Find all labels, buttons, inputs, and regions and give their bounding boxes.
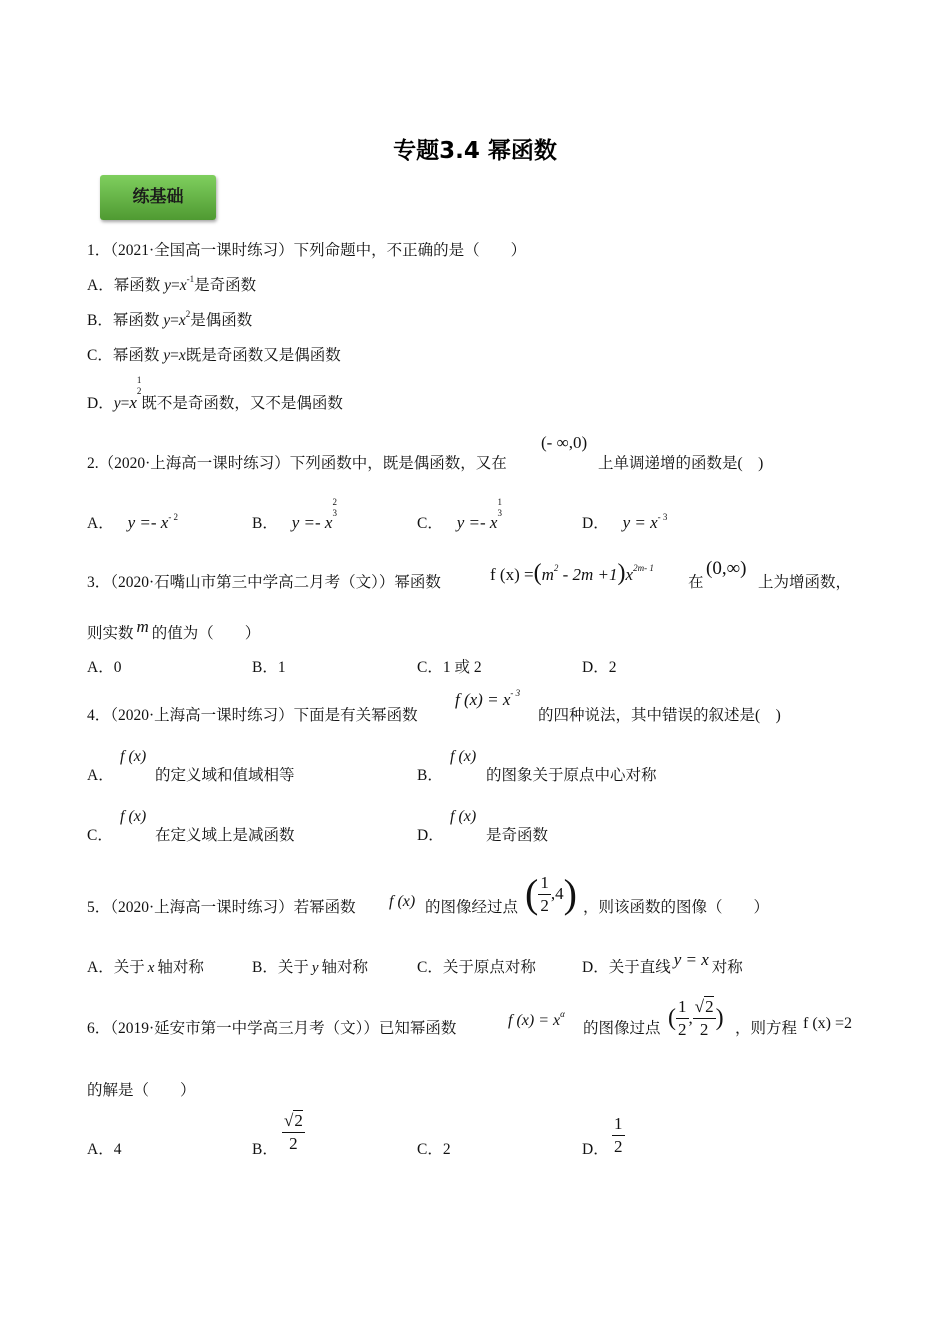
q3-option-b: B．1 [252, 659, 286, 676]
q4-option-b-label: B． [417, 767, 443, 784]
q3-line2: 则实数 m 的值为（ ） [87, 617, 261, 642]
section-badge: 练基础 [100, 175, 216, 220]
q1-stem: 1．（2021·全国高一课时练习）下列命题中，不正确的是（ ） [87, 242, 527, 259]
q5-fx: f (x) [389, 893, 416, 910]
q3-option-a: A．0 [87, 659, 122, 676]
q6-equation: f (x) =2 [803, 1015, 853, 1032]
q4-option-a-label: A． [87, 767, 114, 784]
q6-stem-mid: 的图像过点 [583, 1020, 661, 1037]
q5-option-d: D．关于直线 y = x 对称 [582, 950, 743, 976]
q6-function: f $(x) = x^\alpha$ [508, 1008, 565, 1029]
q4-option-c-text: 在定义域上是减函数 [155, 827, 295, 844]
q3-stem: 3．（2020·石嘴山市第三中学高二月考（文））幂函数 [87, 574, 441, 591]
q6-point: ( $\frac{1}{2}$ , $\frac{√2}{2}$ ) [668, 997, 724, 1039]
q2-stem: 2.（2020·上海高一课时练习）下列函数中，既是偶函数，又在 [87, 455, 507, 472]
q6-stem: 6．（2019·延安市第一中学高三月考（文））已知幂函数 [87, 1020, 457, 1037]
q2-option-b: B． y =- x 2 3 [252, 497, 337, 532]
q4-option-a-text: 的定义域和值域相等 [155, 767, 295, 784]
q5-stem: 5．（2020·上海高一课时练习）若幂函数 [87, 899, 356, 916]
q4-option-b-text: 的图象关于原点中心对称 [486, 767, 657, 784]
q2-stem-tail: 上单调递增的函数是( ) [598, 455, 764, 472]
q4-stem: 4．（2020·上海高一课时练习）下面是有关幂函数 [87, 707, 418, 724]
q4-option-b-fx: f (x) [450, 748, 477, 765]
q4-option-c-label: C． [87, 827, 113, 844]
q4-option-d-text: 是奇函数 [486, 827, 549, 844]
q5-option-c: C．关于原点对称 [417, 959, 536, 976]
q6-option-a: A．4 [87, 1141, 122, 1158]
q3-mid: 在 [688, 574, 704, 591]
q3-function: f $(x) =(m^2 - 2m +1)x^{2m- 1}$ [490, 560, 654, 586]
q4-option-d-label: D． [417, 827, 444, 844]
q6-line2: 的解是（ ） [87, 1082, 196, 1099]
q6-option-b-label: B． [252, 1141, 278, 1158]
q2-option-a: A． $y =- x^{- 2}$ [87, 511, 179, 532]
q1-option-a: A．幂函数 $y=x^{-1}$是奇函数 [87, 273, 257, 294]
q4-function: f $(x) = x^{- 3}$ [455, 688, 521, 709]
q2-option-c: C． y =- x 1 3 [417, 497, 502, 532]
q5-stem-mid: 的图像经过点 [425, 899, 519, 916]
q1-option-b: B．幂函数 $y=x^2$是偶函数 [87, 308, 253, 329]
q6-option-b-frac: $\frac{√2}{2}$ [284, 1111, 303, 1153]
q5-option-a: A．关于 x 轴对称 [87, 959, 204, 976]
page-title: 专题3.4 幂函数 [393, 138, 557, 164]
q6-option-d-label: D． [582, 1141, 609, 1158]
q6-option-d-frac: $\frac{1}{2}$ [614, 1114, 623, 1156]
q1-option-c: C．幂函数 y=x既是奇函数又是偶函数 [87, 347, 341, 364]
q3-option-c: C．1 或 2 [417, 659, 482, 676]
q5-option-b: B．关于 y 轴对称 [252, 959, 369, 976]
q4-option-c-fx: f (x) [120, 808, 147, 825]
q2-option-d: D． $y = x^{- 3}$ [582, 511, 668, 532]
q4-stem-tail: 的四种说法，其中错误的叙述是( ) [538, 707, 781, 724]
q4-option-a-fx: f (x) [120, 748, 147, 765]
q3-interval: (0,∞) [706, 558, 747, 579]
q3-option-d: D．2 [582, 659, 617, 676]
q2-interval: (- ∞,0) [541, 433, 588, 452]
q6-stem-tail: ，则方程 [735, 1020, 798, 1037]
q3-stem-tail: 上为增函数， [758, 574, 852, 591]
q4-option-d-fx: f (x) [450, 808, 477, 825]
q1-option-d: D．y=x 1 2 既不是奇函数，又不是偶函数 [87, 375, 343, 412]
q6-option-c: C．2 [417, 1141, 451, 1158]
q5-stem-tail: ，则该函数的图像（ ） [583, 899, 770, 916]
q5-point: ( $\frac{1}{2}$ ,4) [525, 871, 577, 916]
